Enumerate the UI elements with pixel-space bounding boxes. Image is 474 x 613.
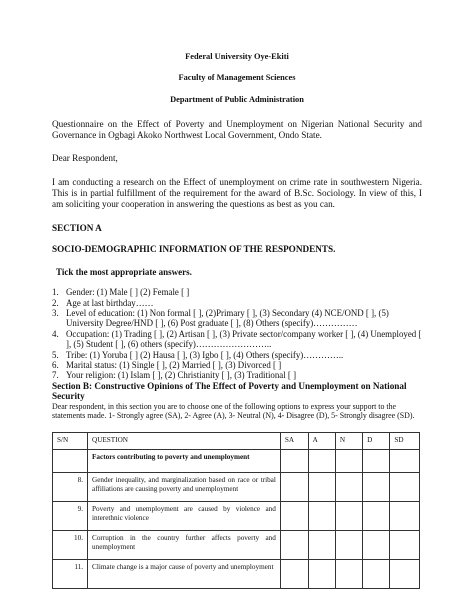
- header-sa: SA: [280, 433, 308, 450]
- answer-cell-d[interactable]: [363, 450, 390, 473]
- answer-cell-sa[interactable]: [280, 560, 308, 589]
- table-header-row: [53, 433, 420, 450]
- answer-cell-d[interactable]: [363, 531, 390, 560]
- questionnaire-table: [52, 432, 420, 589]
- answer-cell-a[interactable]: [308, 502, 335, 531]
- answer-cell-d[interactable]: [363, 502, 390, 531]
- item-text: Gender: (1) Male [ ] (2) Female [ ]: [66, 287, 190, 298]
- factor-heading: Factors contributing to poverty and unemployment: [88, 450, 281, 473]
- answer-cell-sd[interactable]: [390, 502, 420, 531]
- item-text: Age at last birthday……: [66, 297, 154, 308]
- list-item: [52, 287, 422, 297]
- answer-cell-sa[interactable]: [280, 450, 308, 473]
- header-sn: S/N: [53, 433, 88, 450]
- section-a-title: SECTION A: [52, 223, 102, 234]
- item-number: 5.: [52, 349, 59, 360]
- list-item: [52, 308, 422, 329]
- section-b-title: Section B: Constructive Opinions of The Effect of Poverty and Unemployment on National Security: [52, 380, 407, 402]
- list-item: [52, 329, 422, 350]
- row-number: 11.: [53, 560, 88, 589]
- item-text: Your religion: (1) Islam [ ], (2) Christianity [ ], (3) Traditional [ ]: [66, 370, 297, 381]
- item-number: 6.: [52, 360, 59, 371]
- section-b-instruction: Dear respondent, in this section you are to choose one of the following options to express your support to the statements made. 1- Strongly agree (SA), 2- Agree (A), 3- Neutral (N), 4- Disagree (D), 5- Strongly disagree (SD).: [52, 402, 415, 421]
- answer-cell-n[interactable]: [335, 473, 362, 502]
- header-d: D: [363, 433, 390, 450]
- table-row: [53, 473, 420, 502]
- answer-cell-d[interactable]: [363, 560, 390, 589]
- list-item: [52, 298, 422, 308]
- row-number: 9.: [53, 502, 88, 531]
- header-question: QUESTION: [88, 433, 281, 450]
- answer-cell-sa[interactable]: [280, 502, 308, 531]
- list-item: [52, 370, 422, 380]
- answer-cell-sd[interactable]: [390, 531, 420, 560]
- item-text: Tribe: (1) Yoruba [ ] (2) Hausa [ ], (3) Igbo [ ], (4) Others (specify)…………..: [66, 349, 344, 360]
- list-item: [52, 360, 422, 370]
- header-n: N: [335, 433, 362, 450]
- answer-cell-sa[interactable]: [280, 473, 308, 502]
- department-title: Department of Public Administration: [170, 95, 304, 104]
- item-number: 1.: [52, 287, 59, 298]
- row-question: Poverty and unemployment are caused by violence and interethnic violence: [88, 502, 281, 531]
- answer-cell-a[interactable]: [308, 560, 335, 589]
- answer-cell-sd[interactable]: [390, 473, 420, 502]
- answer-cell-n[interactable]: [335, 531, 362, 560]
- answer-cell-d[interactable]: [363, 473, 390, 502]
- intro-paragraph: Questionnaire on the Effect of Poverty and Unemployment on Nigerian National Security and Governance in Ogbagi Akoko Northwest Local Government, Ondo State.: [52, 119, 422, 141]
- answer-cell-a[interactable]: [308, 473, 335, 502]
- table-row: [53, 560, 420, 589]
- item-number: 4.: [52, 328, 59, 339]
- answer-cell-sa[interactable]: [280, 531, 308, 560]
- demographic-list: [52, 287, 422, 381]
- row-question: Climate change is a major cause of poverty and unemployment: [88, 560, 281, 589]
- answer-cell-n[interactable]: [335, 450, 362, 473]
- section-a-instruction: Tick the most appropriate answers.: [56, 267, 192, 278]
- list-item: [52, 350, 422, 360]
- faculty-title: Faculty of Management Sciences: [178, 73, 296, 82]
- greeting: Dear Respondent,: [52, 153, 118, 164]
- answer-cell-a[interactable]: [308, 450, 335, 473]
- row-question: Gender inequality, and marginalization based on race or tribal affiliations are causing poverty and unemployment: [88, 473, 281, 502]
- row-number: 10.: [53, 531, 88, 560]
- item-number: 7.: [52, 370, 59, 381]
- item-text: Marital status: (1) Single [ ], (2) Married [ ], (3) Divorced [ ]: [66, 360, 282, 371]
- table-row: [53, 531, 420, 560]
- empty-cell: [53, 450, 88, 473]
- item-text: Level of education: (1) Non formal [ ], (2)Primary [ ], (3) Secondary (4) NCE/OND [ ], (5) University Degree/HND [ ], (6) Post graduate [ ], (8) Others (specify)……………: [66, 308, 389, 329]
- university-title: Federal University Oye-Ekiti: [185, 52, 289, 61]
- header-a: A: [308, 433, 335, 450]
- table-row: [53, 502, 420, 531]
- answer-cell-n[interactable]: [335, 560, 362, 589]
- answer-cell-a[interactable]: [308, 531, 335, 560]
- item-number: 3.: [52, 308, 59, 319]
- item-number: 2.: [52, 297, 59, 308]
- research-paragraph: I am conducting a research on the Effect of unemployment on crime rate in southwestern Nigeria. This is in partial fulfillment of the requirement for the award of B.Sc. Sociology. In view of this, I am soliciting your cooperation in answering the questions as best as you can.: [52, 176, 422, 210]
- section-a-subtitle: SOCIO-DEMOGRAPHIC INFORMATION OF THE RESPONDENTS.: [52, 244, 336, 255]
- answer-cell-sd[interactable]: [390, 450, 420, 473]
- row-number: 8.: [53, 473, 88, 502]
- item-text: Occupation: (1) Trading [ ], (2) Artisan [ ], (3) Private sector/company worker [ ], (4) Unemployed [ ], (5) Student [ ], (6) others (specify)……………………..: [66, 328, 422, 350]
- factor-heading-row: [53, 450, 420, 473]
- row-question: Corruption in the country further affects poverty and unemployment: [88, 531, 281, 560]
- questionnaire-page: [52, 52, 422, 589]
- answer-cell-sd[interactable]: [390, 560, 420, 589]
- header-sd: SD: [390, 433, 420, 450]
- answer-cell-n[interactable]: [335, 502, 362, 531]
